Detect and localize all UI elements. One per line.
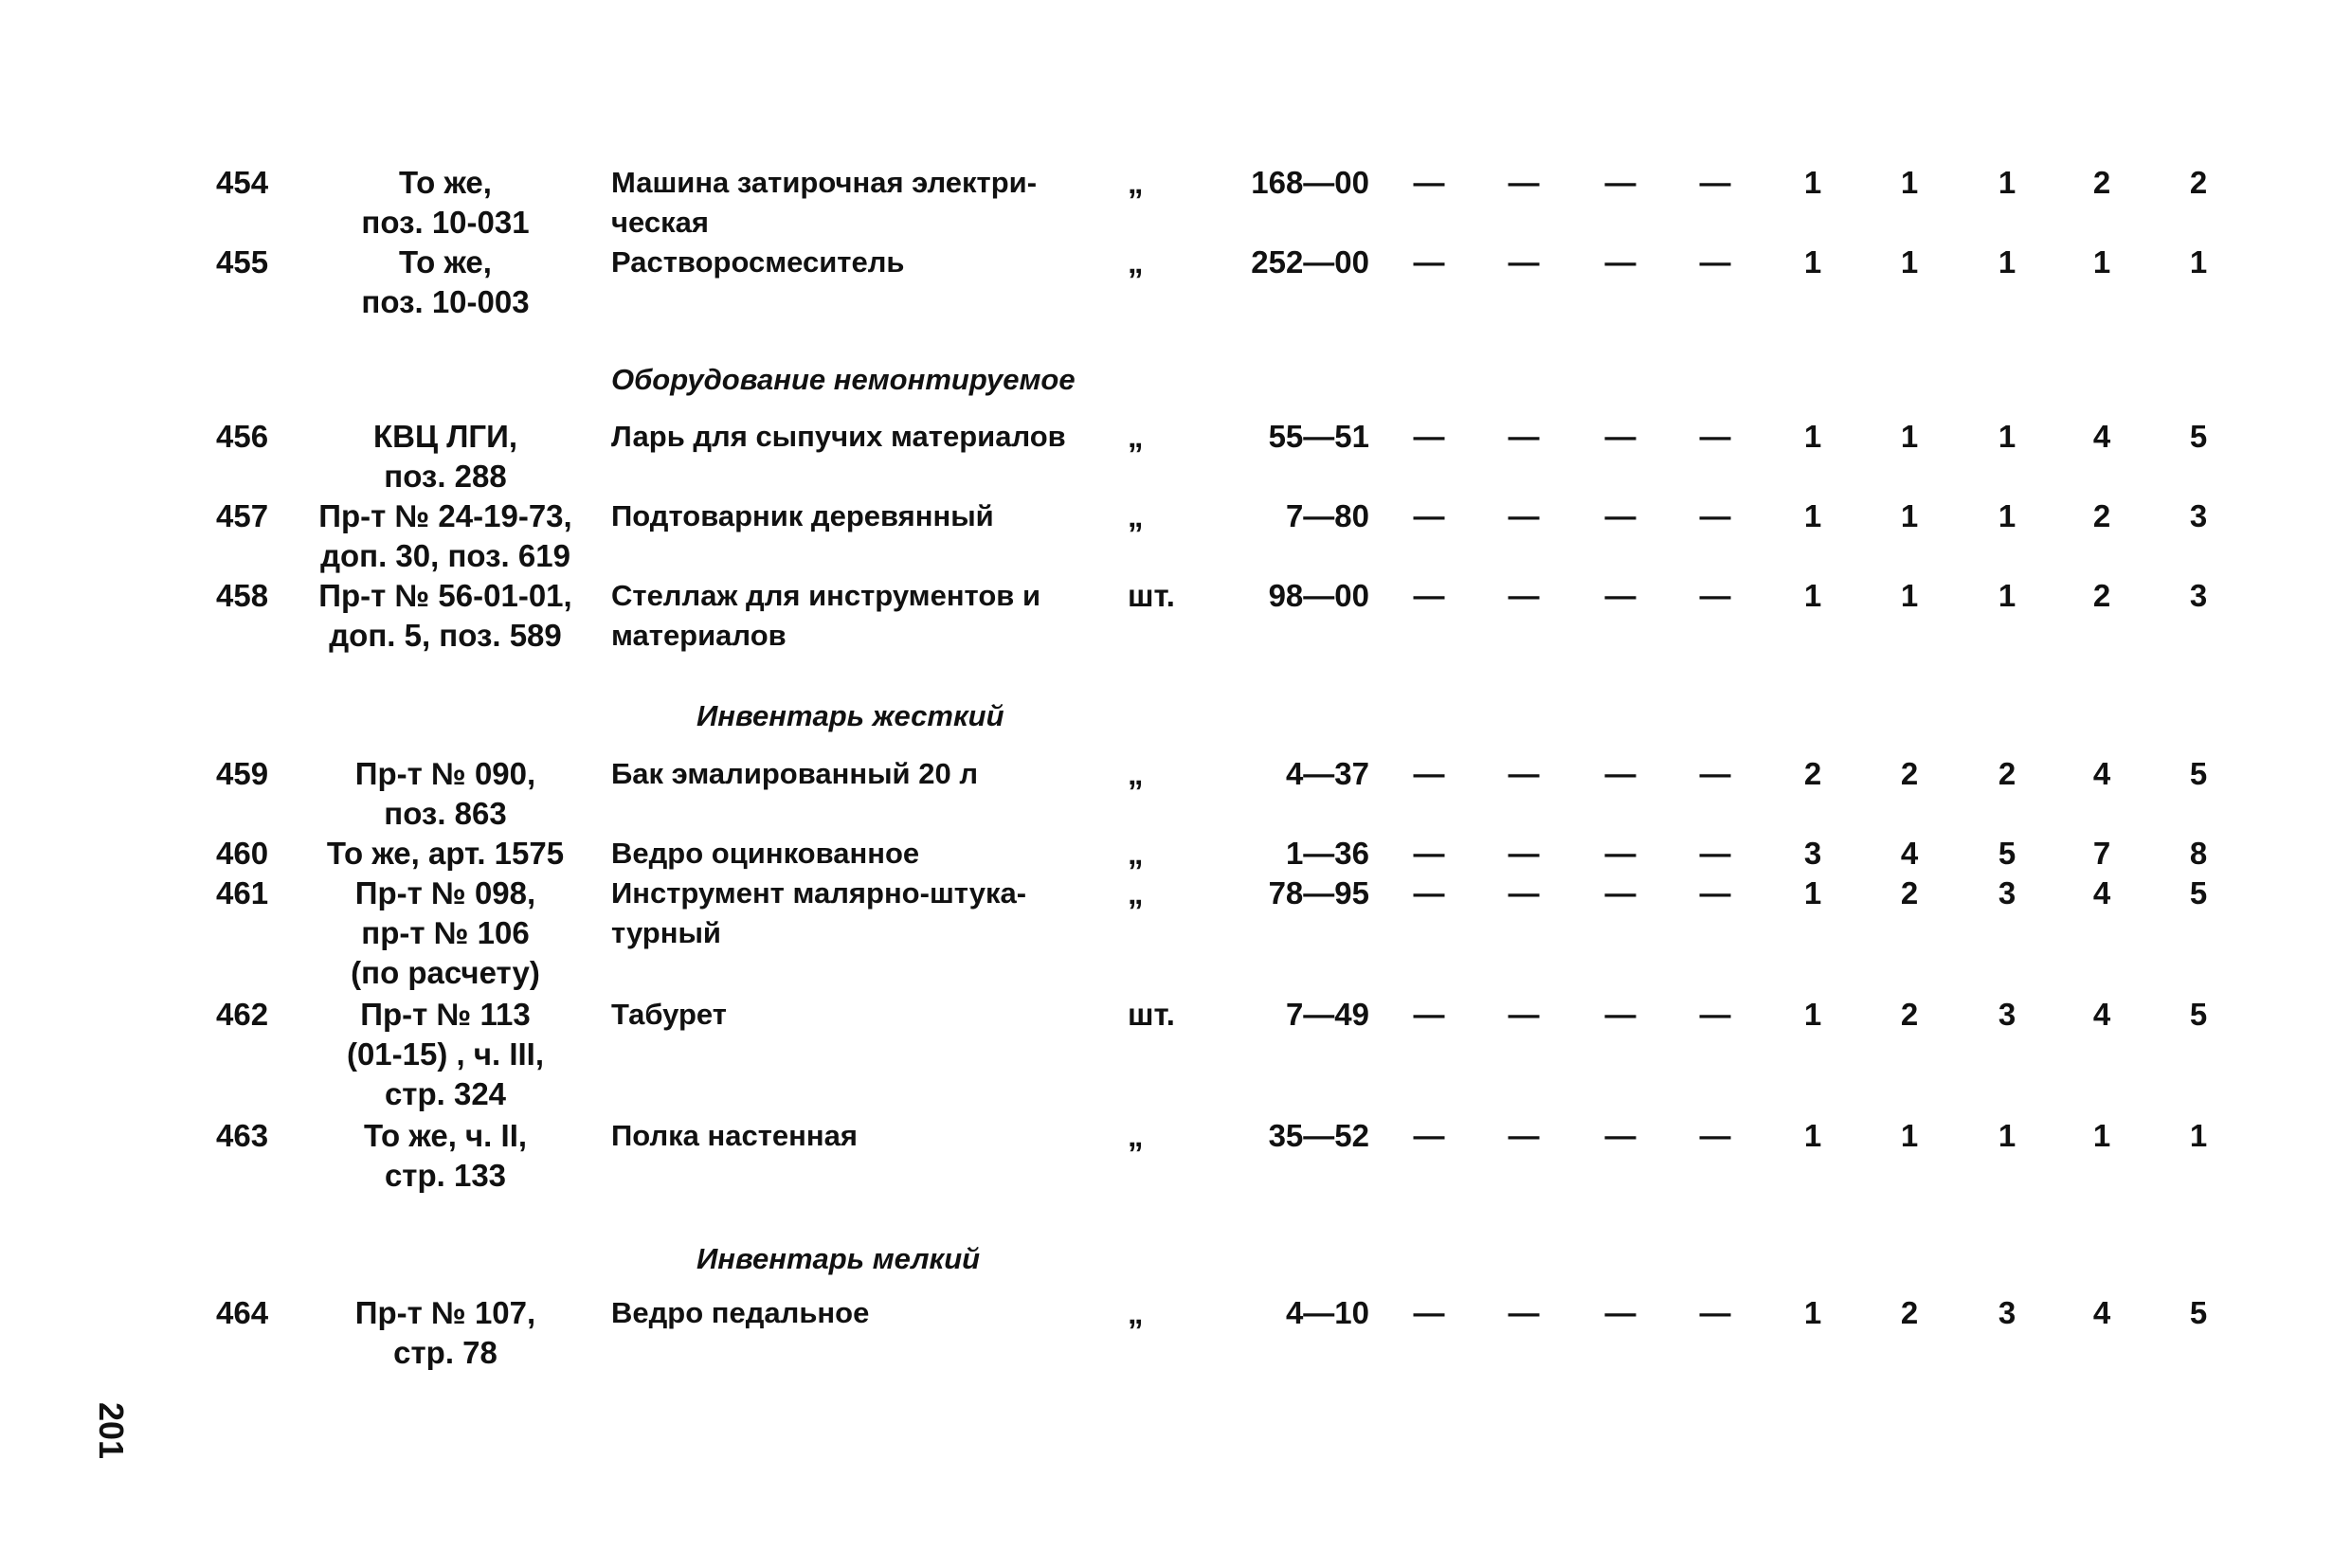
row-value: — — [1604, 165, 1637, 200]
row-value: — — [1413, 1118, 1445, 1153]
row-value: 2 — [1803, 756, 1822, 791]
row-source: Пр-т № 098, пр-т № 106 (по расчету) — [351, 875, 540, 990]
row-value: — — [1508, 875, 1540, 910]
row-value: — — [1508, 165, 1540, 200]
row-value: — — [1413, 498, 1445, 533]
row-value: 3 — [2189, 578, 2208, 613]
row-value: 3 — [1998, 875, 2016, 910]
row-name: Инструмент малярно-штука- турный — [611, 876, 1027, 949]
row-price: 168—00 — [1251, 165, 1369, 200]
row-number: 456 — [216, 419, 269, 454]
row-value: — — [1604, 875, 1637, 910]
row-source: То же, поз. 10-003 — [361, 244, 530, 319]
row-number: 461 — [216, 875, 269, 910]
row-value: 2 — [1900, 997, 1919, 1032]
row-unit: „ — [1128, 244, 1144, 279]
row-value: 2 — [2092, 165, 2111, 200]
row-name: Машина затирочная электри- ческая — [611, 166, 1038, 239]
row-value: — — [1604, 836, 1637, 871]
row-name: Стеллаж для инструментов и материалов — [611, 579, 1040, 652]
row-unit: „ — [1128, 1295, 1144, 1330]
row-value: 4 — [2092, 875, 2111, 910]
row-value: — — [1508, 1295, 1540, 1330]
row-number: 463 — [216, 1118, 269, 1153]
row-value: — — [1508, 244, 1540, 279]
row-unit: „ — [1128, 756, 1144, 791]
row-price: 7—49 — [1285, 997, 1369, 1032]
row-value: 1 — [1803, 1118, 1822, 1153]
row-value: — — [1413, 419, 1445, 454]
row-value: 2 — [2092, 498, 2111, 533]
row-unit: „ — [1128, 1118, 1144, 1153]
row-value: 4 — [2092, 419, 2111, 454]
row-value: — — [1604, 1118, 1637, 1153]
row-source: КВЦ ЛГИ, поз. 288 — [373, 419, 517, 494]
row-value: 1 — [1900, 419, 1919, 454]
row-unit: шт. — [1128, 997, 1175, 1032]
row-value: 1 — [1803, 165, 1822, 200]
row-number: 454 — [216, 165, 269, 200]
row-value: — — [1604, 419, 1637, 454]
row-value: 1 — [1803, 498, 1822, 533]
row-unit: „ — [1128, 165, 1144, 200]
row-value: 4 — [2092, 1295, 2111, 1330]
row-number: 455 — [216, 244, 269, 279]
row-value: — — [1413, 165, 1445, 200]
row-number: 457 — [216, 498, 269, 533]
section-heading: Инвентарь мелкий — [696, 1242, 981, 1275]
row-name: Бак эмалированный 20 л — [611, 757, 979, 790]
row-value: 3 — [2189, 498, 2208, 533]
row-value: 1 — [1998, 419, 2016, 454]
row-value: — — [1604, 1295, 1637, 1330]
row-value: — — [1508, 419, 1540, 454]
row-value: — — [1699, 244, 1731, 279]
row-value: — — [1508, 836, 1540, 871]
row-value: 2 — [1998, 756, 2016, 791]
section-heading: Оборудование немонтируемое — [611, 363, 1076, 396]
row-value: 3 — [1803, 836, 1822, 871]
row-value: 1 — [1998, 244, 2016, 279]
row-source: Пр-т № 24-19-73, доп. 30, поз. 619 — [318, 498, 572, 573]
row-price: 1—36 — [1285, 836, 1369, 871]
row-value: — — [1413, 997, 1445, 1032]
row-value: — — [1508, 1118, 1540, 1153]
row-value: 1 — [1900, 498, 1919, 533]
row-value: 3 — [1998, 1295, 2016, 1330]
row-value: — — [1699, 165, 1731, 200]
row-name: Табурет — [611, 998, 727, 1031]
row-source: То же, ч. II, стр. 133 — [363, 1118, 528, 1193]
row-price: 252—00 — [1251, 244, 1369, 279]
row-unit: шт. — [1128, 578, 1175, 613]
row-source: Пр-т № 113 (01-15) , ч. III, стр. 324 — [346, 997, 545, 1111]
row-value: — — [1699, 1295, 1731, 1330]
row-value: — — [1508, 498, 1540, 533]
row-source: Пр-т № 107, стр. 78 — [354, 1295, 536, 1370]
row-value: 2 — [1900, 756, 1919, 791]
row-unit: „ — [1128, 498, 1144, 533]
row-name: Полка настенная — [611, 1119, 858, 1152]
row-value: — — [1508, 578, 1540, 613]
row-number: 460 — [216, 836, 269, 871]
row-value: — — [1699, 419, 1731, 454]
row-value: — — [1604, 756, 1637, 791]
row-value: 2 — [2092, 578, 2111, 613]
page-number: 201 — [92, 1402, 131, 1460]
row-source: То же, поз. 10-031 — [361, 165, 530, 240]
row-value: 5 — [2189, 1295, 2208, 1330]
row-value: 1 — [1803, 1295, 1822, 1330]
row-unit: „ — [1128, 836, 1144, 871]
row-value: — — [1508, 997, 1540, 1032]
row-name: Ларь для сыпучих материалов — [611, 420, 1066, 453]
row-value: — — [1699, 578, 1731, 613]
row-value: 2 — [1900, 1295, 1919, 1330]
row-source: Пр-т № 090, поз. 863 — [354, 756, 536, 831]
row-value: 1 — [1998, 165, 2016, 200]
row-value: 1 — [1998, 1118, 2016, 1153]
row-value: 1 — [1998, 498, 2016, 533]
row-price: 35—52 — [1268, 1118, 1369, 1153]
row-value: — — [1604, 498, 1637, 533]
row-value: 5 — [2189, 875, 2208, 910]
row-value: 2 — [1900, 875, 1919, 910]
row-value: 5 — [2189, 419, 2208, 454]
row-value: — — [1699, 997, 1731, 1032]
row-source: То же, арт. 1575 — [326, 836, 565, 871]
row-value: — — [1413, 578, 1445, 613]
row-value: 5 — [1998, 836, 2016, 871]
row-value: 1 — [1803, 578, 1822, 613]
row-name: Растворосмеситель — [611, 245, 905, 279]
row-value: — — [1699, 498, 1731, 533]
row-value: 5 — [2189, 997, 2208, 1032]
row-price: 55—51 — [1268, 419, 1369, 454]
row-value: — — [1699, 1118, 1731, 1153]
row-value: — — [1604, 578, 1637, 613]
row-value: 1 — [1900, 244, 1919, 279]
row-value: 1 — [1803, 997, 1822, 1032]
row-name: Подтоварник деревянный — [611, 499, 994, 532]
row-value: — — [1413, 836, 1445, 871]
row-value: — — [1413, 756, 1445, 791]
row-value: 1 — [1900, 1118, 1919, 1153]
row-value: 4 — [2092, 997, 2111, 1032]
row-number: 464 — [216, 1295, 269, 1330]
row-number: 458 — [216, 578, 269, 613]
row-source: Пр-т № 56-01-01, доп. 5, поз. 589 — [318, 578, 572, 653]
row-value: 1 — [1803, 419, 1822, 454]
row-value: 5 — [2189, 756, 2208, 791]
row-number: 459 — [216, 756, 269, 791]
section-heading: Инвентарь жесткий — [696, 699, 1004, 732]
row-unit: „ — [1128, 419, 1144, 454]
row-value: 4 — [1900, 836, 1919, 871]
row-name: Ведро педальное — [611, 1296, 870, 1329]
row-value: 2 — [2189, 165, 2208, 200]
row-value: — — [1413, 1295, 1445, 1330]
row-price: 4—37 — [1285, 756, 1369, 791]
row-value: — — [1604, 997, 1637, 1032]
row-price: 98—00 — [1268, 578, 1369, 613]
row-value: 1 — [2189, 1118, 2208, 1153]
row-price: 4—10 — [1285, 1295, 1369, 1330]
row-value: 8 — [2189, 836, 2208, 871]
row-value: 7 — [2092, 836, 2111, 871]
row-value: — — [1413, 875, 1445, 910]
row-name: Ведро оцинкованное — [611, 837, 920, 870]
row-value: — — [1413, 244, 1445, 279]
row-value: 1 — [1803, 875, 1822, 910]
row-price: 78—95 — [1268, 875, 1369, 910]
row-unit: „ — [1128, 875, 1144, 910]
row-value: 1 — [2092, 244, 2111, 279]
row-value: — — [1508, 756, 1540, 791]
row-value: 1 — [1998, 578, 2016, 613]
row-value: — — [1699, 836, 1731, 871]
row-number: 462 — [216, 997, 269, 1032]
row-value: 1 — [2092, 1118, 2111, 1153]
row-value: 1 — [2189, 244, 2208, 279]
row-value: 1 — [1803, 244, 1822, 279]
row-value: — — [1604, 244, 1637, 279]
row-value: 1 — [1900, 165, 1919, 200]
row-value: 1 — [1900, 578, 1919, 613]
row-value: — — [1699, 756, 1731, 791]
row-value: 3 — [1998, 997, 2016, 1032]
row-value: — — [1699, 875, 1731, 910]
row-value: 4 — [2092, 756, 2111, 791]
row-price: 7—80 — [1285, 498, 1369, 533]
